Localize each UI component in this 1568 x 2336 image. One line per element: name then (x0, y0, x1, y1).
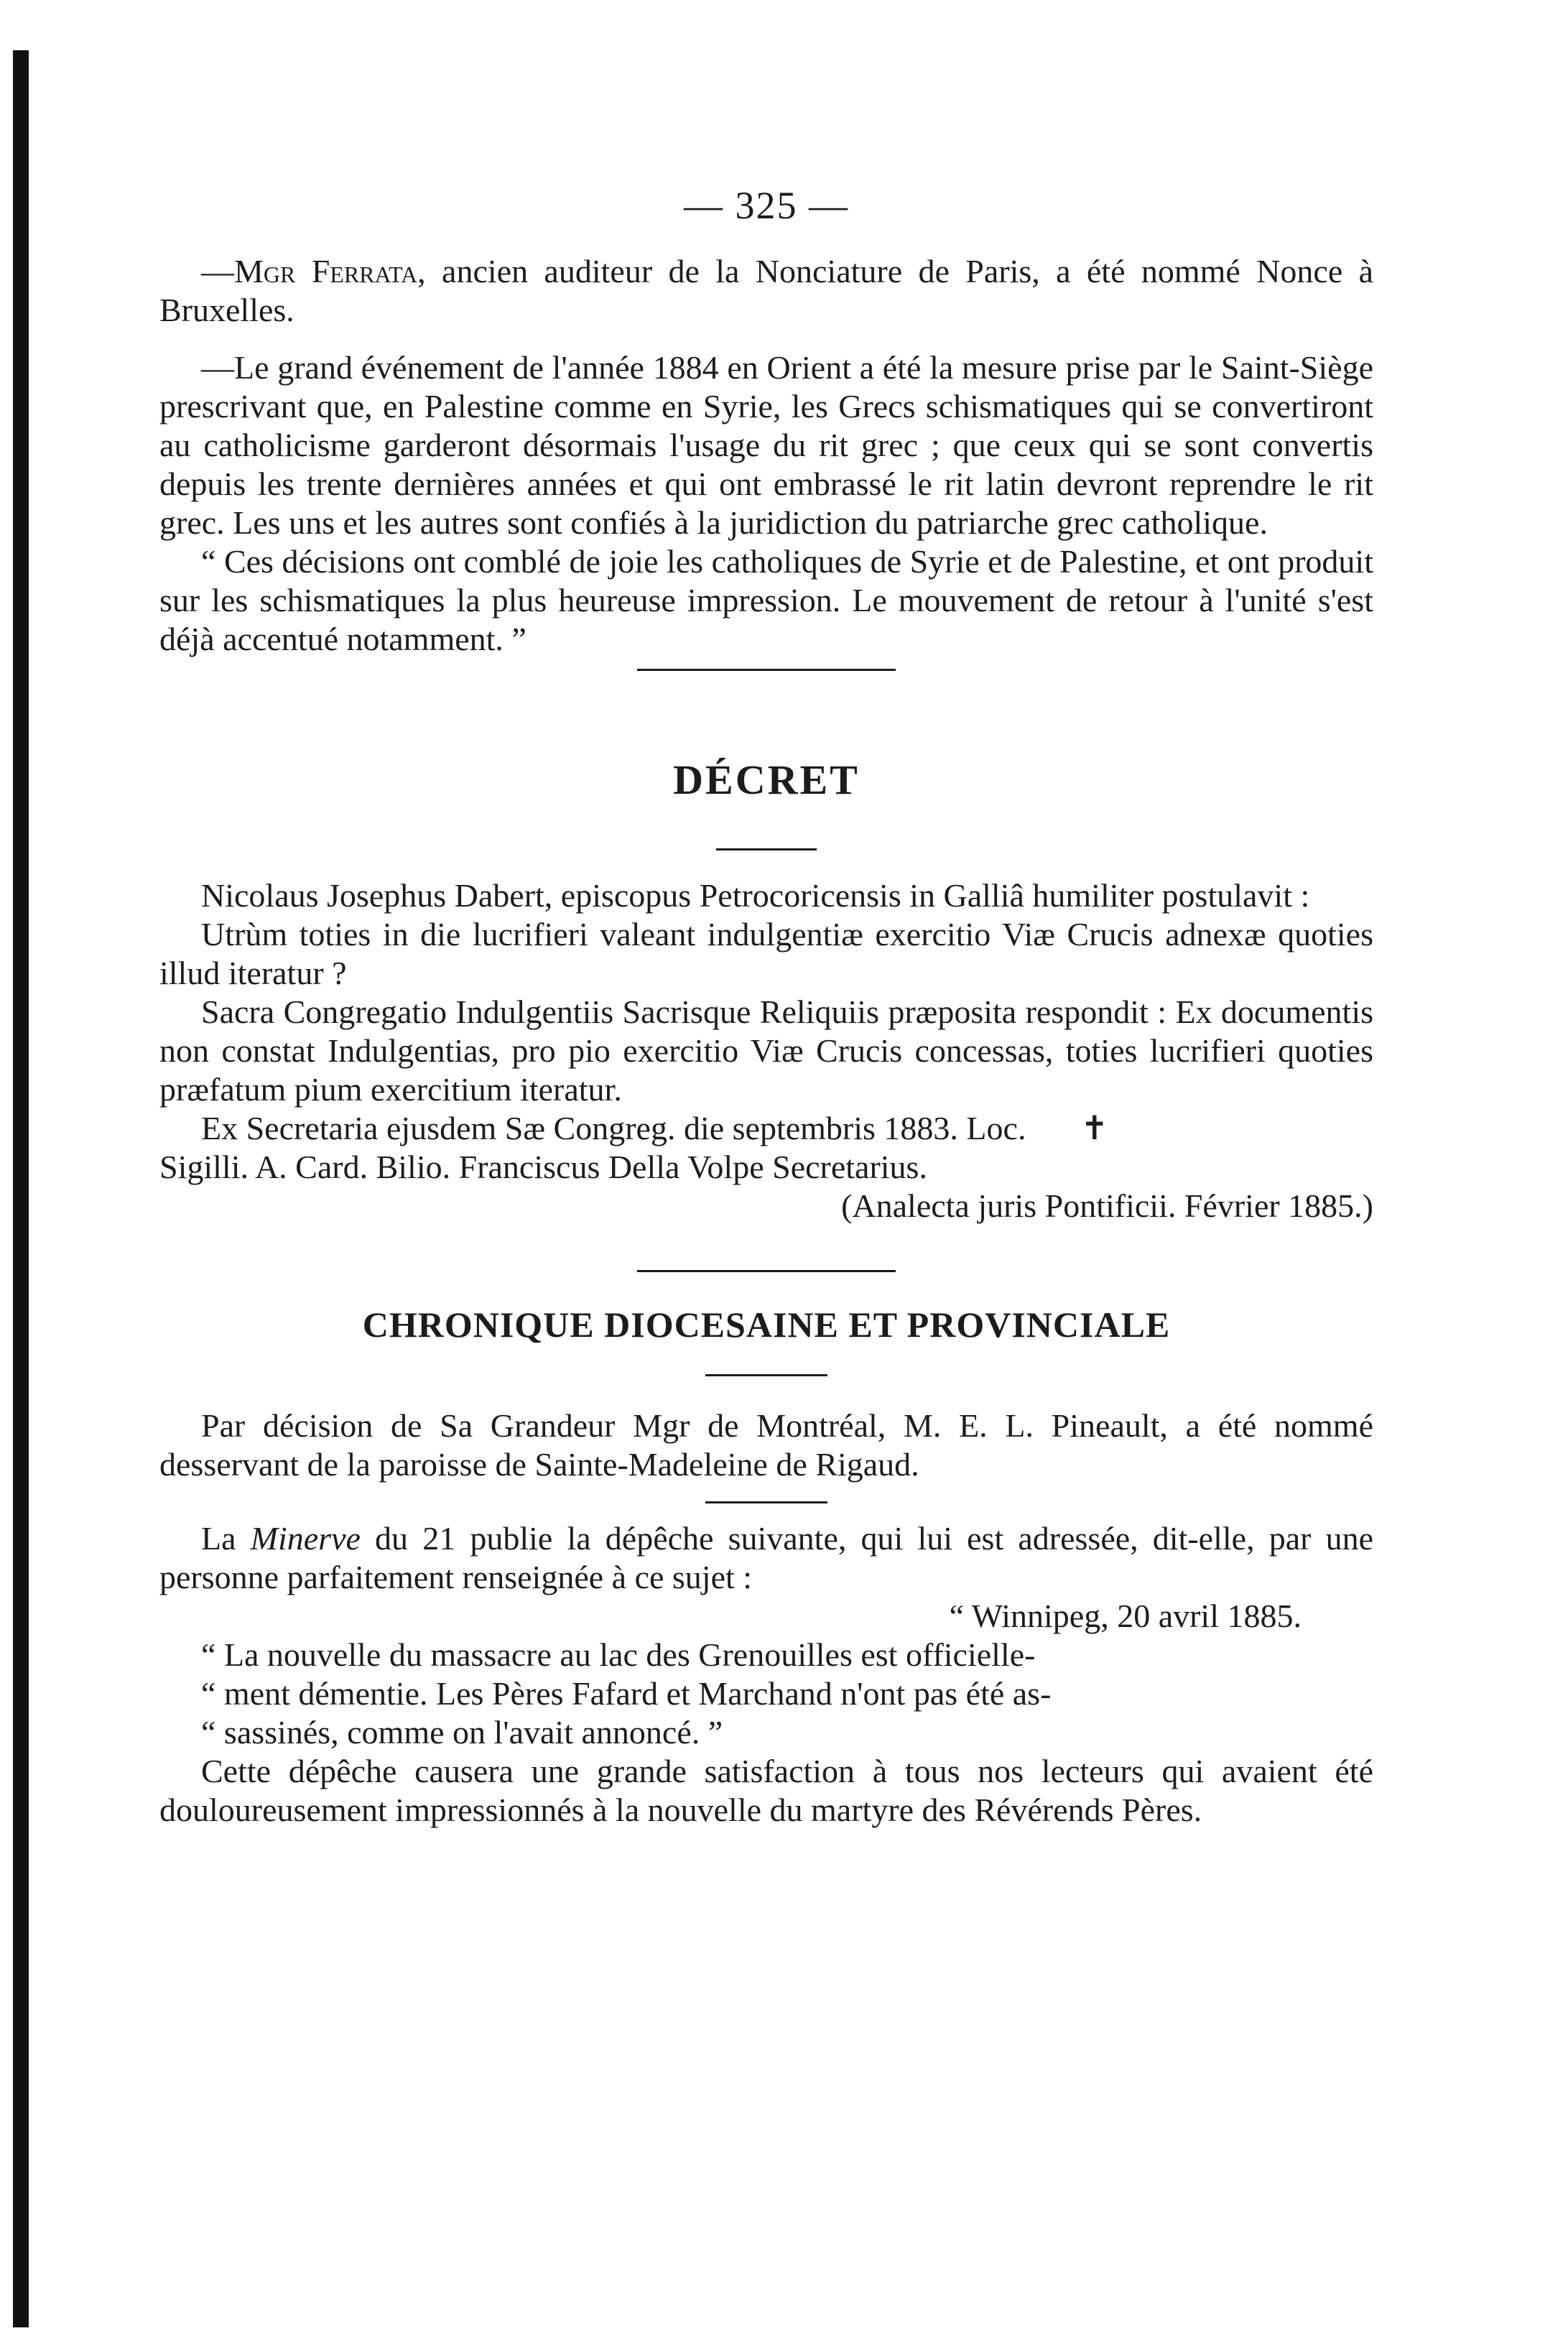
paragraph-divider (705, 1501, 827, 1503)
decret-source: (Analecta juris Pontificii. Février 1885.) (841, 1187, 1373, 1224)
chronique-paragraph-minerve (159, 1519, 1373, 1597)
section-divider (637, 1270, 896, 1272)
cross-icon: ✝ (1080, 1110, 1108, 1146)
news-paragraph-orient: —Le grand événement de l'année 1884 en Orient a été la mesure prise par le Saint-Siège prescrivant que, en Palestine comme en Syrie, les Grecs schismatiques qui se convertiront au catholicisme garderont désormais l'usage du rit grec ; que ceux qui se sont convertis depuis les trente dernières années et qui ont embrassé le rit latin devront reprendre le rit grec. Les uns et les autres sont confiés à la juridiction du patriarche grec catholique. (159, 349, 1373, 541)
page-binding-edge (13, 50, 29, 2327)
decret-paragraph-secretaria (159, 1109, 1373, 1148)
heading-underline (716, 848, 817, 850)
decret-secretaria-text: Ex Secretaria ejusdem Sæ Congreg. die septembris 1883. Loc. (201, 1110, 1026, 1146)
heading-underline (705, 1374, 827, 1376)
chronique-paragraph-pineault: Par décision de Sa Grandeur Mgr de Montréal, M. E. L. Pineault, a été nommé desservant de la paroisse de Sainte-Madeleine de Rigaud. (159, 1407, 1373, 1483)
telegram-line-2: “ ment démentie. Les Pères Fafard et Marchand n'ont pas été as- (201, 1675, 1052, 1712)
decret-paragraph-request: Nicolaus Josephus Dabert, episcopus Petrocoricensis in Galliâ humiliter postulavit : (201, 877, 1310, 914)
chronique-paragraph-closing: Cette dépêche causera une grande satisfaction à tous nos lecteurs qui avaient été douloureusement impressionnés à la nouvelle du martyre des Révérends Pères. (159, 1753, 1373, 1828)
chronique-heading: CHRONIQUE DIOCESAINE ET PROVINCIALE (362, 1304, 1171, 1345)
telegram-line-1: “ La nouvelle du massacre au lac des Grenouilles est officielle- (201, 1636, 1036, 1673)
document-page (159, 183, 1373, 1830)
person-name: —Mgr Ferrata, (201, 253, 426, 289)
decret-heading: DÉCRET (673, 756, 860, 803)
news-paragraph-text: ancien auditeur de la Nonciature de Paris, a été nommé Nonce à Bruxelles. (159, 253, 1374, 328)
telegram-dateline: “ Winnipeg, 20 avril 1885. (949, 1598, 1302, 1634)
decret-paragraph-question: Utrùm toties in die lucrifieri valeant indulgentiæ exercitio Viæ Crucis adnexæ quoties illud iteratur ? (159, 916, 1373, 991)
telegram-line-3: “ sassinés, comme on l'avait annoncé. ” (201, 1714, 723, 1751)
decret-paragraph-signature: Sigilli. A. Card. Bilio. Franciscus Della Volpe Secretarius. (159, 1149, 927, 1185)
minerve-text: du 21 publie la dépêche suivante, qui lui est adressée, dit-elle, par une personne parfaitement renseignée à ce sujet : (159, 1520, 1373, 1595)
section-divider (637, 669, 896, 671)
minerve-prefix: La (201, 1520, 251, 1557)
news-paragraph-ferrata (159, 252, 1373, 330)
page-number: — 325 — (684, 184, 849, 227)
news-paragraph-quote: “ Ces décisions ont comblé de joie les catholiques de Syrie et de Palestine, et ont produit sur les schismatiques la plus heureuse impression. Le mouvement de retour à l'unité s'est déjà accentué notamment. ” (159, 543, 1373, 657)
decret-paragraph-response: Sacra Congregatio Indulgentiis Sacrisque Reliquiis præposita respondit : Ex documentis non constat Indulgentias, pro pio exercitio Viæ Crucis concessas, toties lucrifieri quoties præfatum pium exercitium iteratur. (159, 993, 1373, 1108)
newspaper-title: Minerve (250, 1520, 361, 1557)
